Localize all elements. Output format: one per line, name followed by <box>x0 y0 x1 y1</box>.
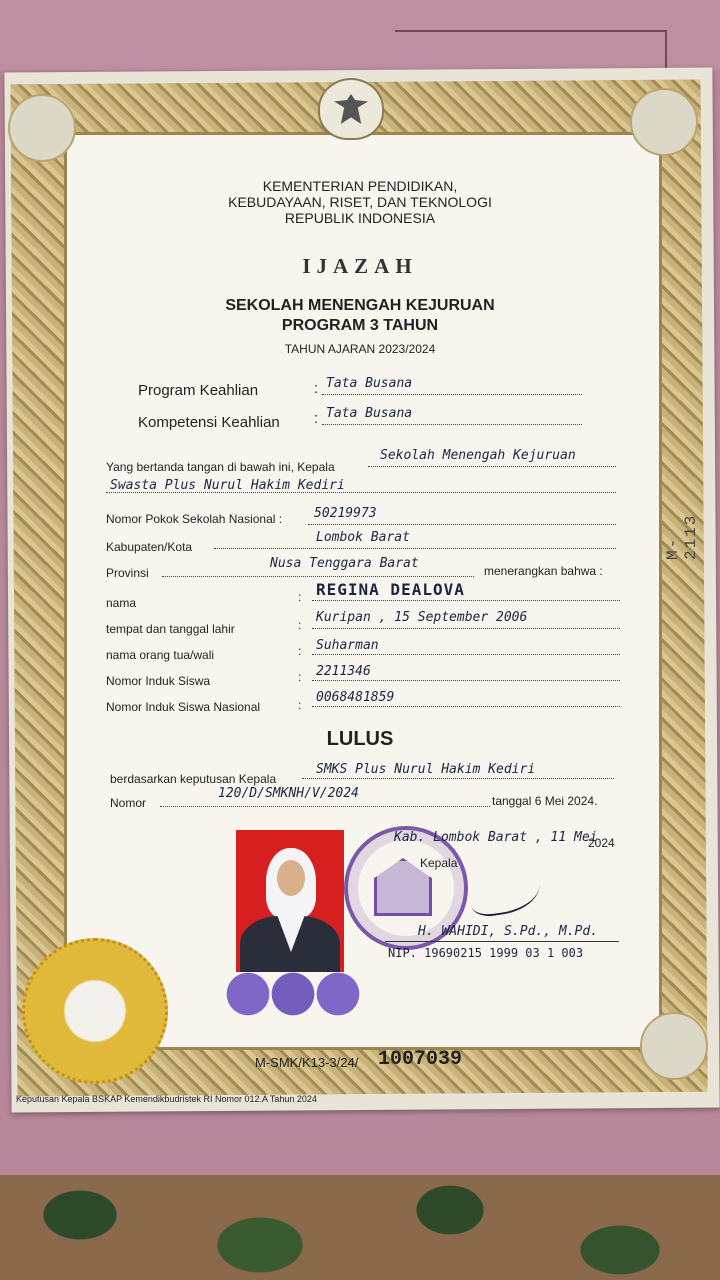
dotted-line <box>322 394 582 395</box>
colon: : <box>298 670 302 684</box>
ministry-line: REPUBLIK INDONESIA <box>284 210 436 226</box>
corner-ornament <box>630 88 698 156</box>
dotted-line <box>312 680 620 681</box>
ministry-name <box>0 178 720 226</box>
menerangkan-label: menerangkan bahwa : <box>484 564 603 578</box>
decision-label: berdasarkan keputusan Kepala <box>110 772 277 786</box>
corner-ornament <box>8 94 76 162</box>
signer-intro: Yang bertanda tangan di bawah ini, Kepala <box>106 460 335 474</box>
serial-prefix: M-SMK/K13-3/24/ <box>255 1055 359 1070</box>
decision-school: SMKS Plus Nurul Hakim Kediri <box>316 762 536 777</box>
signer-title: Kepala <box>420 856 458 870</box>
colon: : <box>314 380 319 397</box>
kompetensi-value: Tata Busana <box>326 406 413 421</box>
dotted-line <box>214 548 616 549</box>
dotted-line <box>160 806 490 807</box>
colon: : <box>298 590 302 604</box>
nama-label: nama <box>106 596 137 610</box>
gold-hologram-seal-icon <box>22 938 168 1084</box>
signer-name: H. WAHIDI, S.Pd., M.Pd. <box>418 924 599 939</box>
school-type <box>0 296 720 336</box>
thumbprints <box>226 962 360 1026</box>
dotted-line <box>312 654 620 655</box>
program-value: Tata Busana <box>326 376 413 391</box>
garuda-emblem-icon <box>318 78 384 140</box>
dotted-line <box>312 600 620 601</box>
dotted-line <box>322 424 582 425</box>
colon: : <box>298 644 302 658</box>
nomor-label: Nomor <box>110 796 147 810</box>
dotted-line <box>162 576 474 577</box>
document-title: IJAZAH <box>302 254 418 278</box>
graduation-status: LULUS <box>326 728 394 750</box>
signer-nip: NIP. 19690215 1999 03 1 003 <box>388 946 584 960</box>
kompetensi-label: Kompetensi Keahlian <box>138 414 280 431</box>
dotted-line <box>312 706 620 707</box>
nisn-label: Nomor Induk Siswa Nasional <box>106 700 261 714</box>
nis-label: Nomor Induk Siswa <box>106 674 211 688</box>
nomor-value: 120/D/SMKNH/V/2024 <box>218 786 359 801</box>
school-type-line: SEKOLAH MENENGAH KEJURUAN <box>225 297 495 314</box>
nama-value: REGINA DEALOVA <box>316 580 465 599</box>
dotted-line <box>302 778 614 779</box>
ttl-value: Kuripan , 15 September 2006 <box>316 610 528 625</box>
student-photo <box>236 830 344 972</box>
npsn-label: Nomor Pokok Sekolah Nasional : <box>106 512 283 526</box>
npsn-value: 50219973 <box>314 506 377 521</box>
footnote: Keputusan Kepala BSKAP Kemendikbudristek RI Nomor 012.A Tahun 2024 <box>16 1094 317 1104</box>
academic-year: TAHUN AJARAN 2023/2024 <box>284 342 436 356</box>
corner-ornament <box>640 1012 708 1080</box>
program-label: Program Keahlian <box>138 382 259 399</box>
signature-underline <box>385 941 619 942</box>
provinsi-label: Provinsi <box>106 566 149 580</box>
colon: : <box>298 698 302 712</box>
side-code: M-2113 <box>664 513 700 560</box>
carpet <box>0 1175 720 1280</box>
kabupaten-value: Lombok Barat <box>316 530 410 545</box>
dotted-line <box>308 524 616 525</box>
nis-value: 2211346 <box>316 664 371 679</box>
school-name-line1: Sekolah Menengah Kejuruan <box>380 448 576 463</box>
decision-date: tanggal 6 Mei 2024. <box>492 794 598 808</box>
nisn-value: 0068481859 <box>316 690 395 705</box>
dotted-line <box>368 466 616 467</box>
colon: : <box>314 410 319 427</box>
place-date: Kab. Lombok Barat , 11 Mei <box>394 830 598 845</box>
kabupaten-label: Kabupaten/Kota <box>106 540 193 554</box>
ministry-line: KEMENTERIAN PENDIDIKAN, <box>262 178 458 194</box>
school-name-line2: Swasta Plus Nurul Hakim Kediri <box>110 478 345 493</box>
ministry-line: KEBUDAYAAN, RISET, DAN TEKNOLOGI <box>228 194 492 210</box>
provinsi-value: Nusa Tenggara Barat <box>270 556 419 571</box>
ortu-label: nama orang tua/wali <box>106 648 215 662</box>
signature-year: 2024 <box>588 836 615 850</box>
dotted-line <box>312 628 620 629</box>
ortu-value: Suharman <box>316 638 379 653</box>
ttl-label: tempat dan tanggal lahir <box>106 622 235 636</box>
program-line: PROGRAM 3 TAHUN <box>281 317 439 334</box>
serial-number: 1007039 <box>378 1048 463 1071</box>
backdrop-edge <box>395 30 667 72</box>
colon: : <box>298 618 302 632</box>
